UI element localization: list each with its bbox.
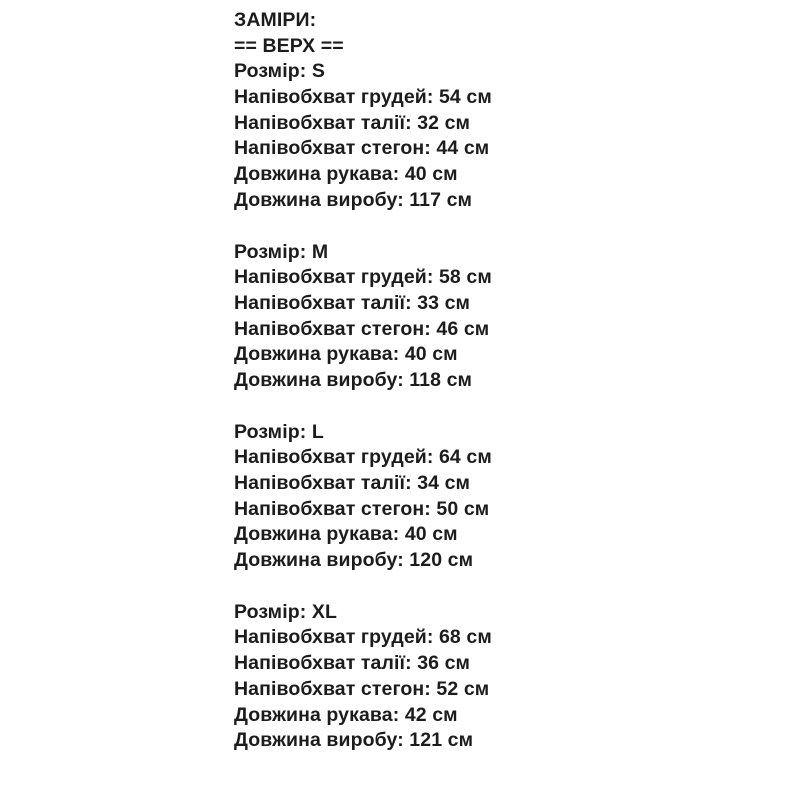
measurement-garment-length: Довжина виробу: 118 см (234, 368, 473, 391)
measurement-sleeve-length: Довжина рукава: 40 см (234, 163, 458, 186)
measurement-waist: Напівобхват талії: 36 см (234, 652, 471, 675)
measurement-chest: Напівобхват грудей: 54 см (234, 86, 492, 109)
measurement-sleeve-length: Довжина рукава: 40 см (234, 523, 458, 546)
section-heading-top: == ВЕРХ == (234, 34, 344, 57)
measurement-garment-length: Довжина виробу: 117 см (234, 188, 473, 211)
measurement-waist: Напівобхват талії: 34 см (234, 472, 471, 494)
measurement-hips: Напівобхват стегон: 50 см (234, 497, 490, 520)
measurement-chest: Напівобхват грудей: 64 см (234, 446, 492, 469)
size-block-xl (234, 600, 492, 754)
measurement-chest: Напівобхват грудей: 58 см (234, 266, 492, 289)
size-block-s (234, 8, 492, 214)
measurement-waist: Напівобхват талії: 32 см (234, 111, 471, 134)
size-label: Розмір: M (234, 240, 329, 263)
measurement-garment-length: Довжина виробу: 120 см (234, 549, 474, 572)
measurement-hips: Напівобхват стегон: 44 см (234, 137, 490, 160)
measurement-hips: Напівобхват стегон: 52 см (234, 677, 490, 700)
size-label: Розмір: S (234, 60, 325, 83)
measurement-chest: Напівобхват грудей: 68 см (234, 626, 492, 649)
measurement-waist: Напівобхват талії: 33 см (234, 291, 471, 314)
size-block-l (234, 420, 492, 574)
measurements-document (234, 8, 492, 754)
measurement-sleeve-length: Довжина рукава: 40 см (234, 343, 458, 366)
size-label: Розмір: XL (234, 600, 337, 623)
document-title: ЗАМІРИ: (234, 9, 317, 31)
size-block-m (234, 240, 492, 394)
size-label: Розмір: L (234, 420, 324, 443)
measurement-hips: Напівобхват стегон: 46 см (234, 317, 490, 340)
measurement-sleeve-length: Довжина рукава: 42 см (234, 703, 458, 726)
measurement-garment-length: Довжина виробу: 121 см (234, 729, 474, 752)
